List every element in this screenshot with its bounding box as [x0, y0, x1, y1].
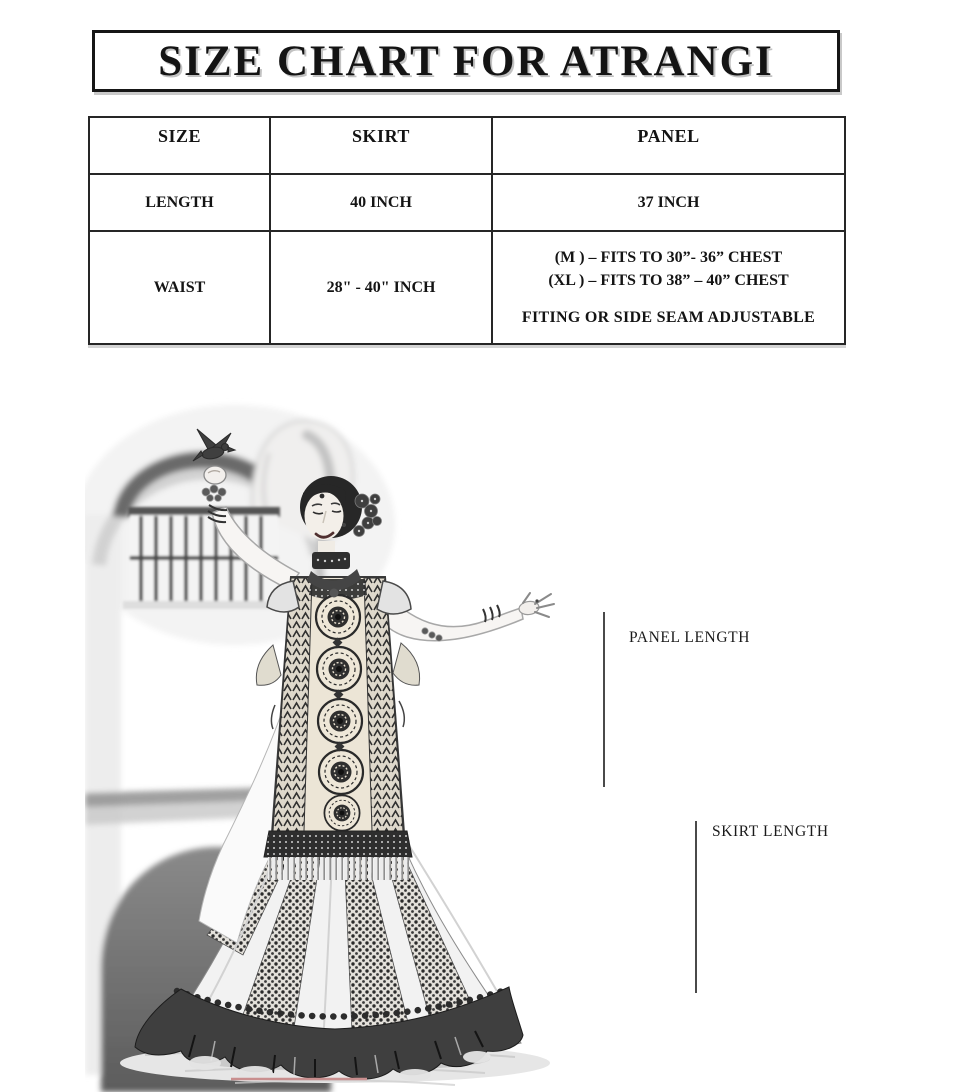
panel-fit-xl: (XL ) – FITS TO 38” – 40” CHEST: [548, 271, 789, 289]
col-header-panel: PANEL: [492, 117, 845, 174]
panel-length-value: 37 INCH: [492, 174, 845, 231]
row-label-length: LENGTH: [89, 174, 270, 231]
page-title: SIZE CHART FOR ATRANGI: [158, 37, 774, 85]
skirt-length-line: [695, 821, 697, 993]
panel-length-label: PANEL LENGTH: [629, 629, 751, 646]
col-header-size: SIZE: [89, 117, 270, 174]
dancer-illustration: [85, 395, 597, 1092]
skirt-length-label: SKIRT LENGTH: [712, 823, 829, 840]
col-header-skirt: SKIRT: [270, 117, 492, 174]
panel-fit-m: (M ) – FITS TO 30”- 36” CHEST: [554, 248, 783, 266]
panel-length-line: [603, 612, 605, 787]
skirt-length-value: 40 INCH: [270, 174, 492, 231]
skirt-waist-value: 28" - 40" INCH: [270, 231, 492, 344]
panel-fit-note: FITING OR SIDE SEAM ADJUSTABLE: [521, 309, 816, 327]
row-label-waist: WAIST: [89, 231, 270, 344]
